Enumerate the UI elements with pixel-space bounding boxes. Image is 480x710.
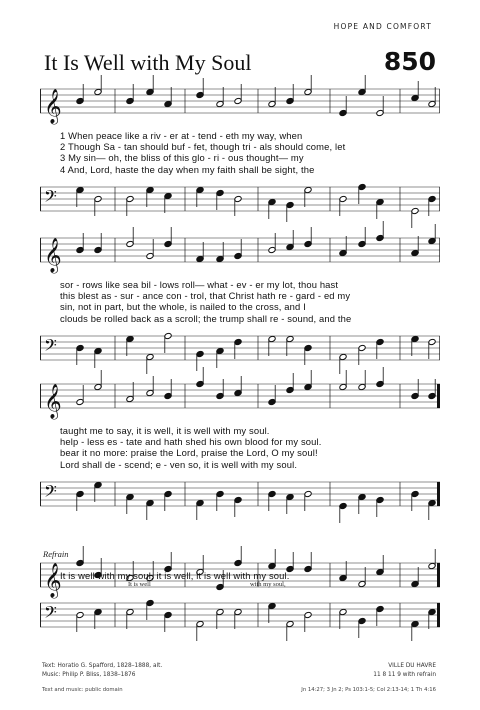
credits [42, 662, 162, 679]
bass-echo-text: with my soul, [250, 581, 286, 588]
final-barline [437, 482, 440, 506]
bass-staff [40, 184, 440, 214]
hymn-title: It Is Well with My Soul [44, 50, 252, 75]
final-barline [437, 384, 440, 408]
music-credit: Music: Philip P. Bliss, 1838–1876 [42, 671, 136, 678]
verse-line: 3 My sin— oh, the bliss of this glo - ri - ous thought— my [60, 152, 304, 164]
verse-lyrics [60, 425, 435, 470]
scripture-refs: Jn 14:27; 3 Jn 2; Ps 103:1-5; Col 2:13-14; 1 Th 4:16 [301, 687, 436, 693]
refrain-line: It is well with my soul, it is well, it is well with my soul. [60, 570, 290, 581]
bass-staff [40, 479, 440, 509]
bass-echo-text: It is well [128, 581, 151, 588]
meter: 11 8 11 9 with refrain [373, 671, 436, 678]
verse-line: 1 When peace like a riv - er at - tend - eth my way, when [60, 130, 303, 141]
music-system-1 [40, 86, 440, 216]
verse-line: help - less es - tate and hath shed his own blood for my soul. [60, 436, 322, 448]
verse-line: bear it no more: praise the Lord, praise the Lord, O my soul! [60, 447, 318, 459]
bass-clef-icon: 𝄢 [44, 335, 57, 359]
treble-clef-icon: 𝄞 [44, 238, 62, 273]
treble-clef-icon: 𝄞 [44, 384, 62, 419]
hymn-number: 850 [383, 47, 436, 76]
final-barline [437, 563, 440, 587]
final-barline [437, 603, 440, 627]
music-system-2 [40, 235, 440, 365]
bass-clef-icon: 𝄢 [44, 186, 57, 210]
music-system-3 [40, 381, 440, 511]
refrain-label: Refrain [43, 549, 69, 559]
treble-staff [40, 381, 440, 419]
tune-name: VILLE DU HAVRE [388, 663, 436, 669]
text-credit: Text: Horatio G. Spafford, 1828–1888, alt. [42, 663, 163, 669]
verse-line: Lord shall de - scend; e - ven so, it is well with my soul. [60, 458, 298, 470]
verse-line: 2 Though Sa - tan should buf - fet, though tri - als should come, let [60, 141, 346, 153]
treble-clef-icon: 𝄞 [44, 563, 62, 598]
tune-info [373, 662, 436, 679]
verse-line: this blest as - sur - ance con - trol, that Christ hath re - gard - ed my [60, 290, 351, 302]
music-system-4 [40, 560, 440, 660]
treble-clef-icon: 𝄞 [44, 89, 62, 124]
bass-staff [40, 333, 440, 363]
bass-staff [40, 600, 440, 630]
section-label: HOPE AND COMFORT [333, 22, 432, 31]
rights-notice: Text and music: public domain [42, 687, 123, 693]
verse-line: 4 And, Lord, haste the day when my faith shall be sight, the [60, 163, 315, 175]
verse-lyrics [60, 279, 435, 324]
verse-line: sor - rows like sea bil - lows roll— what - ev - er my lot, thou hast [60, 279, 339, 290]
verse-line: sin, not in part, but the whole, is nailed to the cross, and I [60, 301, 306, 313]
refrain-lyrics [60, 570, 435, 581]
treble-staff [40, 235, 440, 273]
verse-lyrics [60, 130, 435, 175]
verse-line: clouds be rolled back as a scroll; the trump shall re - sound, and the [60, 312, 352, 324]
treble-staff [40, 86, 440, 124]
bass-clef-icon: 𝄢 [44, 602, 57, 626]
verse-line: taught me to say, it is well, it is well with my soul. [60, 425, 270, 436]
bass-clef-icon: 𝄢 [44, 481, 57, 505]
